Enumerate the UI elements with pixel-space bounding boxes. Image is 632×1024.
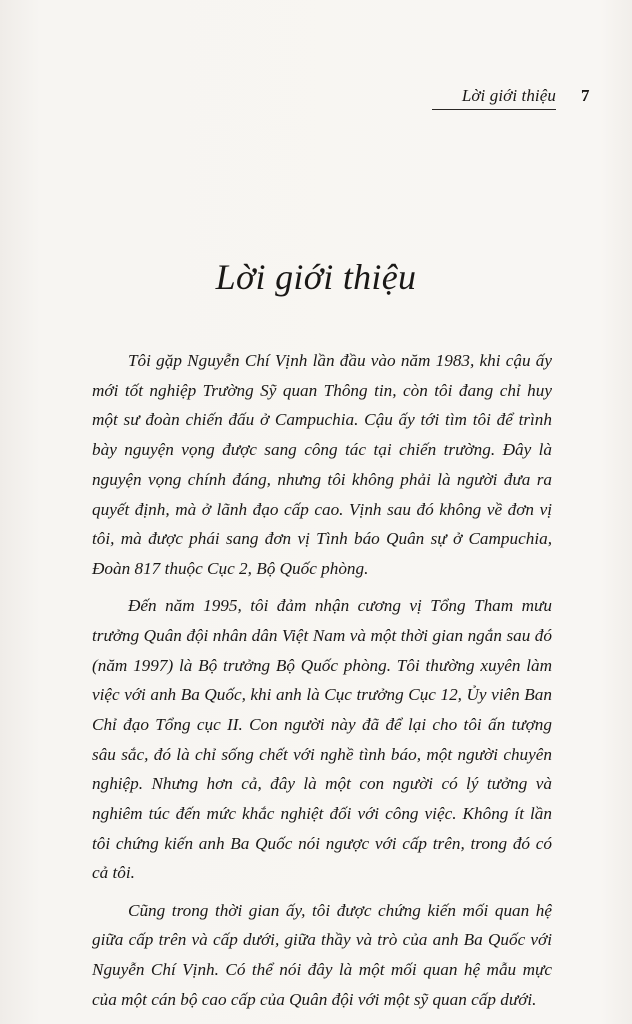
paragraph-1: Tôi gặp Nguyễn Chí Vịnh lần đầu vào năm 1983, khi cậu ấy mới tốt nghiệp Trường Sỹ quan Thông tin, còn tôi đang chỉ huy một sư đoàn chiến đấu ở Campuchia. Cậu ấy tới tìm tôi để trình bày nguyện vọng được sang công tác tại chiến trường. Đây là nguyện vọng chính đáng, nhưng tôi không phải là người đưa ra quyết định, mà ở lãnh đạo cấp cao. Vịnh sau đó không về đơn vị tôi, mà được phái sang đơn vị Tình báo Quân sự ở Campuchia, Đoàn 817 thuộc Cục 2, Bộ Quốc phòng. (92, 351, 552, 578)
page-number: 7 (581, 86, 590, 105)
chapter-title: Lời giới thiệu (215, 257, 417, 297)
running-head-title: Lời giới thiệu (461, 86, 556, 105)
paragraph-2: Đến năm 1995, tôi đảm nhận cương vị Tổng Tham mưu trưởng Quân đội nhân dân Việt Nam và một thời gian ngắn sau đó (năm 1997) là Bộ trưởng Bộ Quốc phòng. Tôi thường xuyên làm việc với anh Ba Quốc, khi anh là Cục trưởng Cục 12, Ủy viên Ban Chỉ đạo Tổng cục II. Con người này đã để lại cho tôi ấn tượng sâu sắc, đó là chỉ sống chết với nghề tình báo, một người chuyên nghiệp. Nhưng hơn cả, đây là một con người có lý tưởng và nghiêm túc đến mức khắc nghiệt đối với công việc. Không ít lần tôi chứng kiến anh Ba Quốc nói ngược với cấp trên, trong đó có cả tôi. (92, 596, 552, 883)
paragraph-3: Cũng trong thời gian ấy, tôi được chứng kiến mối quan hệ giữa cấp trên và cấp dưới, giữa thầy và trò của anh Ba Quốc với Nguyễn Chí Vịnh. Có thể nói đây là một mối quan hệ mẫu mực của một cán bộ cao cấp của Quân đội với một sỹ quan cấp dưới. (92, 900, 552, 1009)
body-text (92, 346, 552, 1022)
running-head-rule (432, 109, 556, 110)
